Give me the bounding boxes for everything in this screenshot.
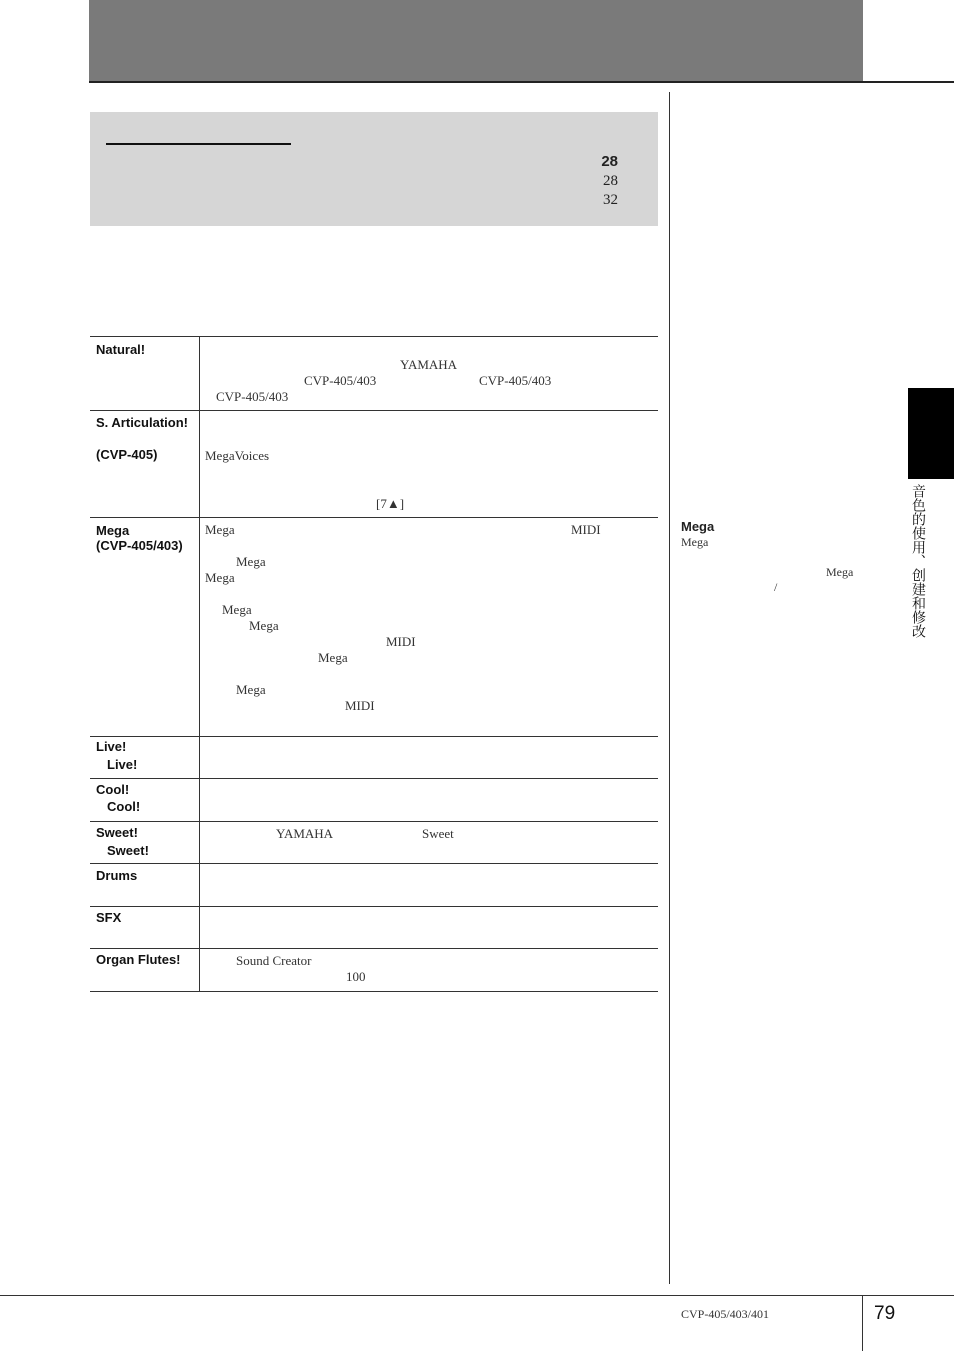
- desc-text: Mega: [205, 522, 235, 537]
- category-cell: [90, 337, 200, 410]
- desc-text: CVP-405/403: [304, 373, 377, 388]
- category-label: Natural!: [96, 342, 146, 357]
- description-cell: [200, 518, 658, 736]
- description-cell: [200, 822, 658, 863]
- toc-page-2[interactable]: 28: [603, 173, 618, 189]
- category-label: S. Articulation!: [96, 415, 188, 430]
- side-note-text: /: [774, 580, 778, 594]
- desc-text: Mega: [236, 554, 266, 569]
- chapter-tab-label: 音色的使用、创建和修改: [910, 484, 926, 638]
- category-label: (CVP-405/403): [96, 538, 183, 553]
- desc-text: [7▲]: [376, 496, 405, 511]
- category-cell: [90, 411, 200, 517]
- toc-box: [90, 112, 658, 226]
- footer-rule: [0, 1295, 954, 1296]
- category-label: Cool!: [96, 782, 130, 797]
- category-label: Sweet!: [107, 843, 149, 858]
- desc-text: Mega: [236, 682, 266, 697]
- table-row-natural: [90, 336, 658, 410]
- page-number: 79: [874, 1303, 896, 1324]
- description-cell: [200, 779, 658, 821]
- table-row-live: [90, 736, 658, 778]
- category-label: (CVP-405): [96, 447, 158, 462]
- category-label: Organ Flutes!: [96, 952, 181, 967]
- desc-text: Mega: [222, 602, 252, 617]
- description-cell: [200, 337, 658, 410]
- desc-text: MIDI: [386, 634, 416, 649]
- side-note-text: Mega: [826, 565, 854, 579]
- desc-text: Sound Creator: [236, 953, 312, 968]
- description-cell: [200, 737, 658, 778]
- toc-page-3[interactable]: 32: [603, 192, 618, 208]
- category-label: Sweet!: [96, 825, 138, 840]
- desc-text: 100: [346, 969, 366, 984]
- toc-page-1[interactable]: 28: [601, 153, 618, 170]
- side-note-title: Mega: [681, 519, 715, 534]
- table-row-mega: [90, 517, 658, 736]
- desc-text: CVP-405/403: [216, 389, 289, 404]
- desc-text: YAMAHA: [400, 357, 458, 372]
- desc-text: MegaVoices: [205, 448, 270, 463]
- desc-text: CVP-405/403: [479, 373, 552, 388]
- chapter-tab[interactable]: [908, 388, 954, 479]
- category-cell: [90, 518, 200, 736]
- desc-text: Mega: [205, 570, 235, 585]
- voice-category-table: [90, 336, 658, 992]
- category-cell: [90, 737, 200, 778]
- desc-text: MIDI: [345, 698, 375, 713]
- category-cell: [90, 864, 200, 906]
- header-band: [89, 0, 863, 81]
- category-label: SFX: [96, 910, 122, 925]
- toc-heading-underline: [106, 143, 291, 145]
- category-cell: [90, 779, 200, 821]
- side-note-text: Mega: [681, 535, 709, 549]
- category-label: Cool!: [107, 799, 141, 814]
- desc-text: Mega: [249, 618, 279, 633]
- category-cell: [90, 822, 200, 863]
- table-row-organ-flutes: [90, 948, 658, 992]
- table-row-sweet: [90, 821, 658, 863]
- header-rule: [89, 81, 954, 83]
- table-row-sfx: [90, 906, 658, 948]
- category-label: Live!: [96, 739, 127, 754]
- desc-text: Mega: [318, 650, 348, 665]
- table-row-s-articulation: [90, 410, 658, 517]
- description-cell: [200, 411, 658, 517]
- description-cell: [200, 949, 658, 991]
- desc-text: MIDI: [571, 522, 601, 537]
- category-label: Drums: [96, 868, 138, 883]
- footer-divider: [862, 1295, 863, 1351]
- desc-text: YAMAHA: [276, 826, 334, 841]
- desc-text: Sweet: [422, 826, 454, 841]
- category-label: Live!: [107, 757, 138, 772]
- footer-model-name: CVP-405/403/401: [681, 1307, 770, 1321]
- category-label: Mega: [96, 523, 130, 538]
- category-cell: [90, 949, 200, 991]
- category-cell: [90, 907, 200, 948]
- description-cell: [200, 907, 658, 948]
- table-row-cool: [90, 778, 658, 821]
- column-divider: [669, 92, 670, 1284]
- table-row-drums: [90, 863, 658, 906]
- description-cell: [200, 864, 658, 906]
